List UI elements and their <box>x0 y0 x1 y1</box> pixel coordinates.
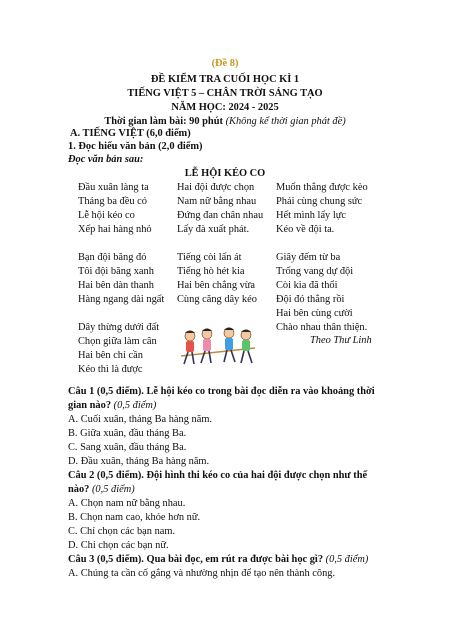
poem-line: Hai bên chỉ cần <box>78 350 143 361</box>
poem-line: Muốn thắng được kèo <box>276 182 368 193</box>
poem-line: Phải cùng chung sức <box>276 196 363 207</box>
question-3-points: (0,5 điểm) <box>325 554 369 565</box>
poem-line: Giây đếm từ ba <box>276 252 341 263</box>
question-1-text-cont: gian nào? <box>68 400 114 411</box>
tug-of-war-illustration <box>177 316 259 374</box>
exam-time <box>0 114 450 129</box>
question-1-title-cont <box>68 398 390 413</box>
poem-line: Hết mình lấy lực <box>276 210 346 221</box>
question-2-points: (0,5 điểm) <box>91 484 135 495</box>
question-1-option-d: D. Đầu xuân, tháng Ba hàng năm. <box>68 456 210 467</box>
question-2-option-c: C. Chỉ chọn các bạn nam. <box>68 526 176 537</box>
poem-line: Nam nữ bằng nhau <box>177 196 257 207</box>
poem-line: Cùng căng dây kéo <box>177 294 257 305</box>
question-3-title <box>68 552 390 567</box>
poem-author: Theo Thư Linh <box>310 335 372 346</box>
poem-line: Đội đó thắng rồi <box>276 294 345 305</box>
question-1-text: Câu 1 (0,5 điểm). Lễ hội kéo co trong bài đọc diễn ra vào khoảng thời <box>68 386 375 397</box>
exam-tag: (Đề 8) <box>211 58 239 69</box>
question-2-option-b: B. Chọn nam cao, khỏe hơn nữ. <box>68 512 201 523</box>
poem-line: Xếp hai hàng nhỏ <box>78 224 152 235</box>
exam-title: ĐỀ KIỂM TRA CUỐI HỌC KÌ 1 <box>150 74 300 85</box>
poem-line: Hai bên dàn thanh <box>78 280 154 291</box>
question-1-option-b: B. Giữa xuân, đầu tháng Ba. <box>68 428 187 439</box>
question-2-option-a: A. Chọn nam nữ bằng nhau. <box>68 498 186 509</box>
poem-line: Bạn đội băng đỏ <box>78 252 147 263</box>
question-1-points: (0,5 điểm) <box>113 400 157 411</box>
question-3-text: Câu 3 (0,5 điểm). Qua bài đọc, em rút ra được bài học gì? <box>68 554 326 565</box>
poem-line: Kéo thì là được <box>78 364 143 375</box>
poem-line: Lấy đà xuất phát. <box>177 224 250 235</box>
poem-line: Hai bên cùng cười <box>276 308 353 319</box>
poem-line: Trống vang dự đội <box>276 266 354 277</box>
reading-instruction: Đọc văn bản sau: <box>68 154 144 165</box>
poem-line: Tháng ba đều có <box>78 196 147 207</box>
question-2-title-cont <box>68 482 390 497</box>
poem-line: Tiếng còi lấn át <box>177 252 242 263</box>
poem-line: Dây thừng dưới đất <box>78 322 160 333</box>
poem-line: Hàng ngang dài ngất <box>78 294 165 305</box>
exam-year: NĂM HỌC: 2024 - 2025 <box>171 102 279 113</box>
question-1-option-c: C. Sang xuân, đầu tháng Ba. <box>68 442 187 453</box>
poem-line: Chào nhau thân thiện. <box>276 322 368 333</box>
poem-line: Hai bên chẳng vừa <box>177 280 256 291</box>
poem-line: Tôi đội băng xanh <box>78 266 154 277</box>
poem-line: Chọn giữa làm cân <box>78 336 157 347</box>
poem-line: Đứng đan chân nhau <box>177 210 264 221</box>
question-2-option-d: D. Chỉ chọn các bạn nữ. <box>68 540 169 551</box>
section-1-heading: 1. Đọc hiểu văn bản (2,0 điểm) <box>68 141 203 152</box>
poem-line: Lễ hội kéo co <box>78 210 135 221</box>
question-1-title <box>68 384 390 399</box>
section-a-heading: A. TIẾNG VIỆT (6,0 điểm) <box>70 128 191 139</box>
poem-line: Tiếng hò hét kia <box>177 266 245 277</box>
question-2-text: Câu 2 (0,5 điểm). Đội hình thi kéo co của hai đội được chọn như thế <box>68 470 368 481</box>
poem-line: Kéo về đội ta. <box>276 224 335 235</box>
question-3-option-a: A. Chúng ta cần cố gắng và nhường nhịn để tạo nên thành công. <box>68 568 336 579</box>
question-2-text-cont: nào? <box>68 484 92 495</box>
poem-line: Đầu xuân làng ta <box>78 182 149 193</box>
poem-line: Còi kia đã thổi <box>276 280 338 291</box>
poem-line: Hai đội được chọn <box>177 182 255 193</box>
exam-subject: TIẾNG VIỆT 5 – CHÂN TRỜI SÁNG TẠO <box>127 88 323 99</box>
question-2-title <box>68 468 390 483</box>
exam-time-label: Thời gian làm bài: 90 phút <box>104 116 226 127</box>
poem-title: LỄ HỘI KÉO CO <box>184 168 266 179</box>
exam-time-note: (Không kể thời gian phát đề) <box>225 116 346 127</box>
question-1-option-a: A. Cuối xuân, tháng Ba hàng năm. <box>68 414 213 425</box>
